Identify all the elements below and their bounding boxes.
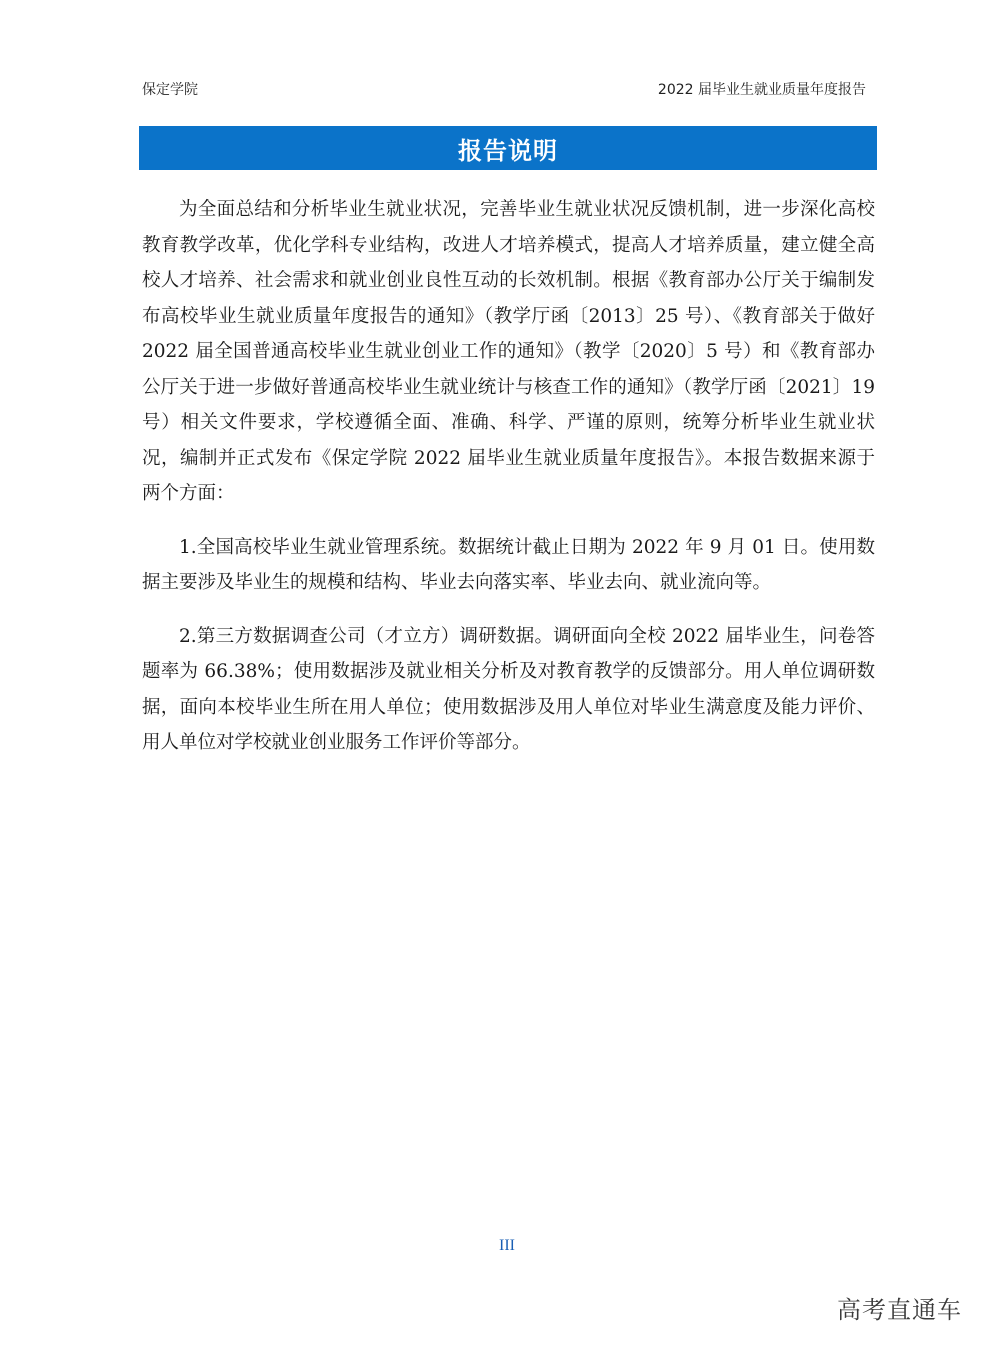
watermark: 高考直通车 [837, 1296, 962, 1324]
data-source-item-2: 2.第三方数据调查公司（才立方）调研数据。调研面向全校 2022 届毕业生，问卷答题率为 66.38%；使用数据涉及就业相关分析及对教育教学的反馈部分。用人单位调研数据，面向本校毕业生所在用人单位；使用数据涉及用人单位对毕业生满意度及能力评价、用人单位对学校就业创业服务工作评价等部分。 [142, 625, 875, 753]
section-title: 报告说明 [458, 136, 558, 165]
section-title-bar [139, 126, 877, 170]
intro-paragraph: 为全面总结和分析毕业生就业状况，完善毕业生就业状况反馈机制，进一步深化高校教育教学改革，优化学科专业结构，改进人才培养模式，提高人才培养质量，建立健全高校人才培养、社会需求和就业创业良性互动的长效机制。根据《教育部办公厅关于编制发布高校毕业生就业质量年度报告的通知》（教学厅函〔2013〕25 号）、《教育部关于做好 2022 届全国普通高校毕业生就业创业工作的通知》（教学〔2020〕5 号）和《教育部办公厅关于进一步做好普通高校毕业生就业统计与核查工作的通知》（教学厅函〔2021〕19 号）相关文件要求，学校遵循全面、准确、科学、严谨的原则，统筹分析毕业生就业状况，编制并正式发布《保定学院 2022 届毕业生就业质量年度报告》。本报告数据来源于两个方面： [142, 199, 875, 504]
page-number: III [499, 1237, 515, 1254]
report-body [142, 192, 875, 779]
header-report-title: 2022 届毕业生就业质量年度报告 [657, 82, 866, 98]
data-source-item-1: 1.全国高校毕业生就业管理系统。数据统计截止日期为 2022 年 9 月 01 日。使用数据主要涉及毕业生的规模和结构、毕业去向落实率、毕业去向、就业流向等。 [142, 536, 875, 593]
header-institution: 保定学院 [142, 82, 198, 98]
